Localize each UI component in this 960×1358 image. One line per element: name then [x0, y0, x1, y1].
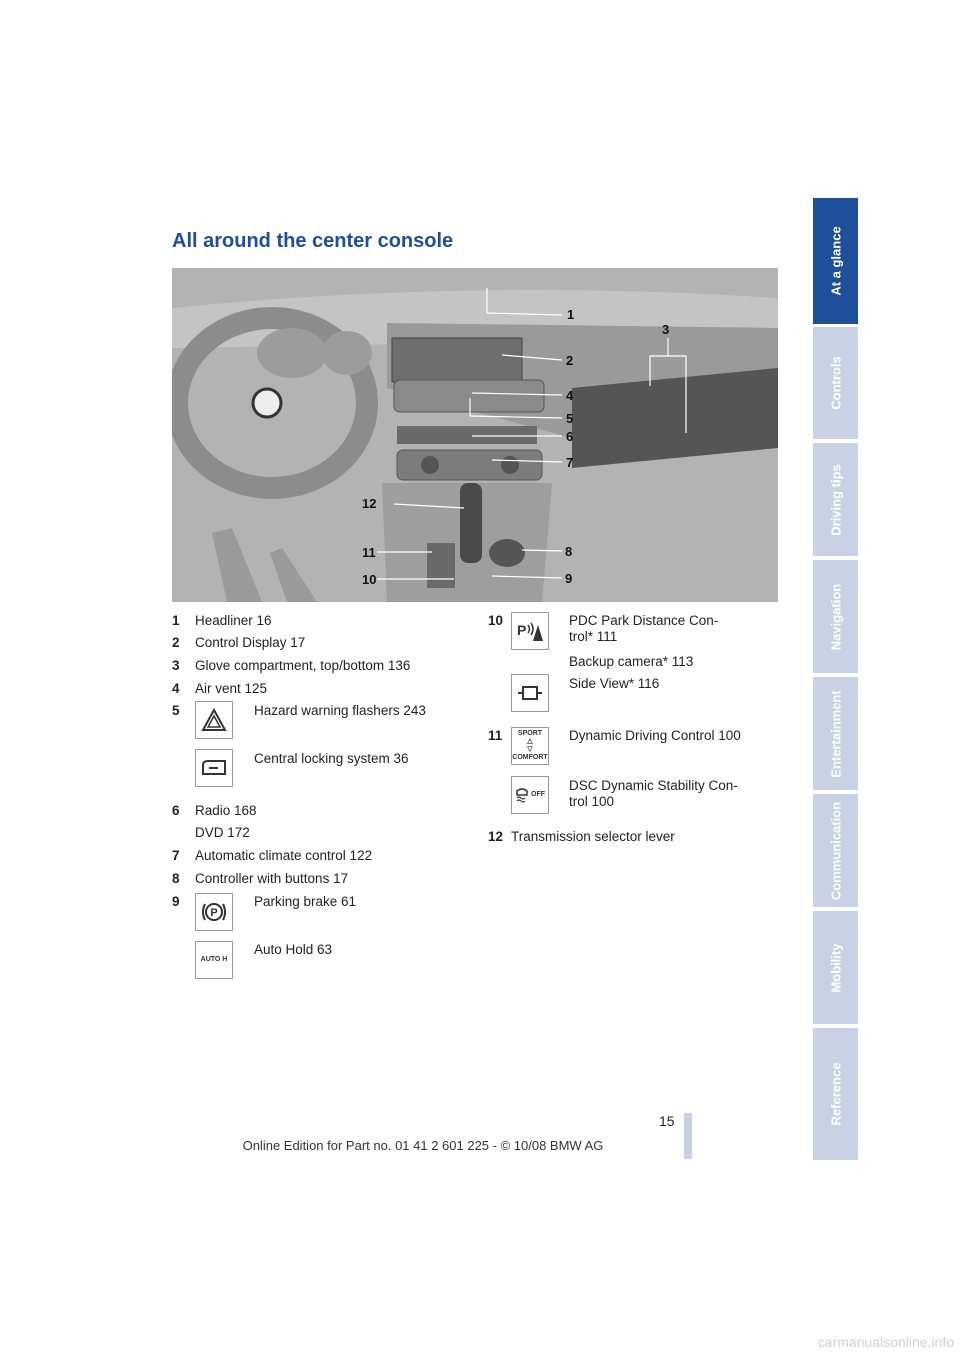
item-dynamic-driving-control: Dynamic Driving Control 100 — [569, 728, 741, 743]
callout-9: 9 — [565, 571, 573, 586]
item-dsc-line2: trol 100 — [569, 794, 615, 809]
dsc-off-label: OFF — [531, 791, 545, 798]
item-backup-camera: Backup camera* 113 — [569, 654, 694, 669]
item-dsc-line1: DSC Dynamic Stability Con- — [569, 778, 738, 793]
page-title: All around the center console — [172, 230, 454, 252]
dynamic-driving-control-icon: SPORT △ ▽ COMFORT — [511, 727, 549, 765]
item-number: 7 — [172, 848, 180, 863]
item-air-vent: Air vent 125 — [195, 681, 268, 696]
item-number: 2 — [172, 635, 180, 650]
item-radio: Radio 168 — [195, 803, 257, 818]
item-side-view: Side View* 116 — [569, 676, 660, 691]
sport-label: SPORT — [517, 730, 543, 737]
item-hazard-warning-flashers: Hazard warning flashers 243 — [254, 703, 426, 718]
callout-8: 8 — [565, 544, 573, 559]
callout-1: 1 — [567, 307, 575, 322]
item-number: 6 — [172, 803, 180, 818]
callout-2: 2 — [566, 353, 574, 368]
tab-controls[interactable]: Controls — [813, 327, 858, 439]
callout-4: 4 — [566, 388, 574, 403]
console-illustration — [172, 268, 778, 602]
item-number: 12 — [488, 829, 504, 844]
callout-5: 5 — [566, 411, 574, 426]
item-controller: Controller with buttons 17 — [195, 871, 349, 886]
tab-reference[interactable]: Reference — [813, 1028, 858, 1160]
item-number: 4 — [172, 681, 180, 696]
item-number: 5 — [172, 703, 180, 718]
callout-7: 7 — [566, 455, 574, 470]
auto-hold-label: AUTO H — [200, 956, 228, 963]
item-number: 1 — [172, 613, 180, 628]
page-number: 15 — [659, 1113, 675, 1129]
item-pdc-line2: trol* 111 — [569, 629, 618, 644]
item-headliner: Headliner 16 — [195, 613, 272, 628]
item-parking-brake: Parking brake 61 — [254, 894, 357, 909]
item-climate-control: Automatic climate control 122 — [195, 848, 373, 863]
callout-10: 10 — [362, 572, 377, 587]
side-view-icon — [511, 674, 549, 712]
item-glove-compartment: Glove compartment, top/bottom 136 — [195, 658, 411, 673]
center-console-figure — [172, 268, 778, 602]
item-dvd: DVD 172 — [195, 825, 250, 840]
dsc-off-icon — [511, 776, 549, 814]
tab-mobility[interactable]: Mobility — [813, 911, 858, 1024]
central-locking-icon — [195, 749, 233, 787]
tab-driving-tips[interactable]: Driving tips — [813, 443, 858, 556]
auto-hold-icon — [195, 941, 233, 979]
item-transmission-selector: Transmission selector lever — [511, 829, 675, 844]
item-number: 9 — [172, 894, 180, 909]
footer-text: Online Edition for Part no. 01 41 2 601 225 - © 10/08 BMW AG — [242, 1138, 604, 1153]
item-control-display: Control Display 17 — [195, 635, 306, 650]
item-number: 3 — [172, 658, 180, 673]
callout-6: 6 — [566, 429, 574, 444]
item-auto-hold: Auto Hold 63 — [254, 942, 333, 957]
item-number: 8 — [172, 871, 180, 886]
callout-12: 12 — [362, 496, 377, 511]
watermark: carmanualsonline.info — [817, 1334, 954, 1350]
tab-at-a-glance[interactable]: At a glance — [813, 198, 858, 324]
comfort-label: COMFORT — [512, 754, 548, 761]
callout-11: 11 — [362, 545, 376, 560]
chapter-tabs — [813, 198, 858, 1160]
item-central-locking: Central locking system 36 — [254, 751, 409, 766]
svg-text:P: P — [210, 907, 218, 919]
footer — [0, 1138, 960, 1153]
svg-text:P: P — [517, 622, 527, 638]
item-number: 10 — [488, 613, 504, 628]
pdc-icon — [511, 612, 549, 650]
item-number: 11 — [488, 728, 503, 743]
tab-navigation[interactable]: Navigation — [813, 560, 858, 673]
hazard-warning-icon — [195, 701, 233, 739]
item-pdc-line1: PDC Park Distance Con- — [569, 613, 719, 628]
parking-brake-icon — [195, 893, 233, 931]
tab-entertainment[interactable]: Entertainment — [813, 677, 858, 790]
tab-communication[interactable]: Communication — [813, 794, 858, 907]
callout-3: 3 — [662, 322, 670, 337]
